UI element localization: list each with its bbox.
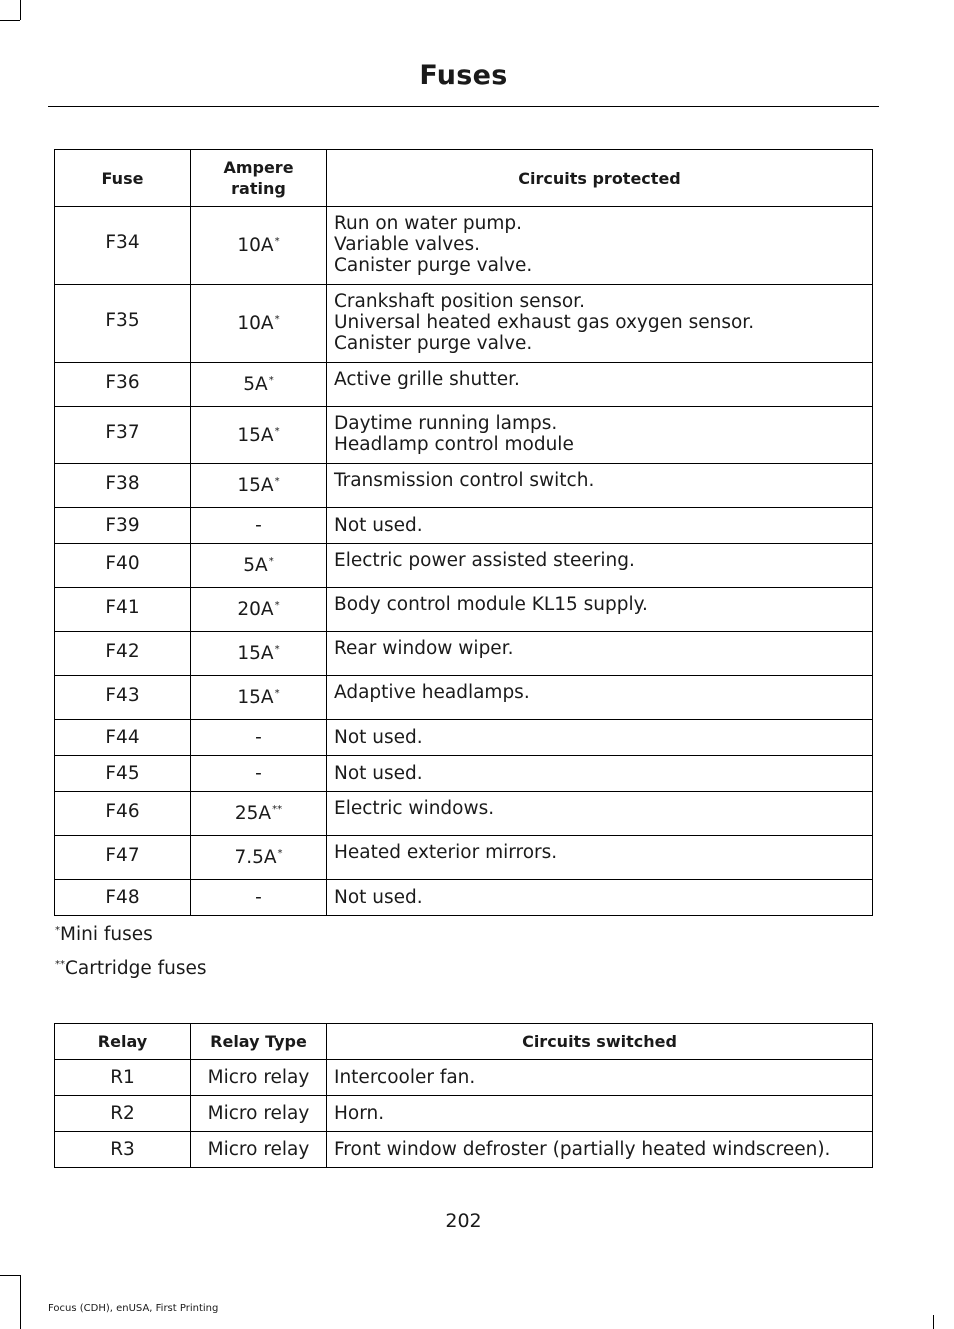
fuse-id: F36 <box>55 363 191 407</box>
circuit-line: Transmission control switch. <box>334 470 595 491</box>
circuit-line: Canister purge valve. <box>334 255 533 276</box>
circuit-line: Not used. <box>334 887 423 908</box>
ampere-value: 10A <box>237 313 274 334</box>
footnote-text: Cartridge fuses <box>65 958 207 979</box>
fuse-id: F38 <box>55 464 191 508</box>
fuse-id: F37 <box>55 407 191 464</box>
fuse-id: F34 <box>55 207 191 285</box>
circuit-line: Run on water pump. <box>334 213 522 234</box>
circuits-protected <box>327 836 873 880</box>
header-ampere-rating: Ampere rating <box>191 150 327 207</box>
circuit-line: Not used. <box>334 515 423 536</box>
page-number: 202 <box>445 1210 482 1232</box>
page-title: Fuses <box>419 60 508 91</box>
print-info: Focus (CDH), enUSA, First Printing <box>48 1303 219 1314</box>
table-row <box>55 207 873 285</box>
fuse-id: F44 <box>55 720 191 756</box>
footnote-mark: * <box>274 600 280 611</box>
circuits-protected <box>327 632 873 676</box>
footnote-mark: ** <box>272 804 283 815</box>
ampere-value: - <box>255 887 262 908</box>
header-relay-type: Relay Type <box>191 1024 327 1060</box>
circuit-line: Universal heated exhaust gas oxygen sensor. <box>334 312 755 333</box>
fuse-id: F45 <box>55 756 191 792</box>
fuse-id: F46 <box>55 792 191 836</box>
ampere-value: 15A <box>237 687 274 708</box>
table-row <box>55 756 873 792</box>
circuit-line: Body control module KL15 supply. <box>334 594 648 615</box>
circuits-protected <box>327 588 873 632</box>
fuse-id: F47 <box>55 836 191 880</box>
footnote-mark: * <box>274 236 280 247</box>
circuit-line: Adaptive headlamps. <box>334 682 530 703</box>
footnote-mini-fuses <box>54 924 153 945</box>
relay-id: R2 <box>55 1096 191 1132</box>
fuse-id: F43 <box>55 676 191 720</box>
footnote-mark: * <box>274 425 280 437</box>
ampere-rating <box>191 407 327 464</box>
circuit-line: Daytime running lamps. <box>334 413 558 434</box>
circuits-switched: Front window defroster (partially heated windscreen). <box>327 1132 873 1168</box>
circuit-line: Not used. <box>334 763 423 784</box>
table-row <box>55 1096 873 1132</box>
circuits-switched: Horn. <box>327 1096 873 1132</box>
circuit-line: Electric power assisted steering. <box>334 550 635 571</box>
ampere-rating <box>191 880 327 916</box>
table-row <box>55 588 873 632</box>
table-row <box>55 1132 873 1168</box>
ampere-rating <box>191 720 327 756</box>
circuits-protected <box>327 756 873 792</box>
crop-mark <box>20 0 21 20</box>
footnote-mark: * <box>268 556 274 567</box>
relay-id: R1 <box>55 1060 191 1096</box>
circuits-protected <box>327 792 873 836</box>
fuse-id: F35 <box>55 285 191 363</box>
ampere-value: 5A <box>243 555 268 576</box>
ampere-rating <box>191 464 327 508</box>
circuit-line: Headlamp control module <box>334 434 574 455</box>
crop-mark <box>0 20 20 21</box>
header-fuse: Fuse <box>55 150 191 207</box>
relay-table <box>54 1023 873 1168</box>
circuits-protected <box>327 363 873 407</box>
crop-mark <box>20 1275 21 1329</box>
relay-id: R3 <box>55 1132 191 1168</box>
fuse-id: F48 <box>55 880 191 916</box>
table-row <box>55 676 873 720</box>
footnote-mark: * <box>274 688 280 699</box>
relay-table-body <box>55 1060 873 1168</box>
footnote-mark: * <box>274 476 280 487</box>
ampere-value: 7.5A <box>234 847 277 868</box>
footnote-mark: * <box>274 314 280 325</box>
ampere-value: 5A <box>243 374 268 395</box>
footnote-mark: * <box>55 925 60 936</box>
ampere-value: - <box>255 727 262 748</box>
circuit-line: Canister purge valve. <box>334 333 533 354</box>
relay-type: Micro relay <box>191 1096 327 1132</box>
header-circuits-protected: Circuits protected <box>327 150 873 207</box>
crop-mark <box>0 1275 20 1276</box>
table-row <box>55 464 873 508</box>
ampere-rating <box>191 544 327 588</box>
title-divider <box>48 106 879 107</box>
ampere-value: 15A <box>237 424 274 446</box>
table-row <box>55 880 873 916</box>
circuits-protected <box>327 880 873 916</box>
footnote-cartridge-fuses <box>54 958 207 979</box>
circuit-line: Active grille shutter. <box>334 369 520 390</box>
fuse-id: F40 <box>55 544 191 588</box>
ampere-rating <box>191 836 327 880</box>
circuit-line: Rear window wiper. <box>334 638 514 659</box>
header-relay: Relay <box>55 1024 191 1060</box>
table-row <box>55 632 873 676</box>
table-row <box>55 544 873 588</box>
ampere-value: - <box>255 763 262 784</box>
circuit-line: Not used. <box>334 727 423 748</box>
table-row <box>55 508 873 544</box>
fuse-id: F42 <box>55 632 191 676</box>
footnote-mark: * <box>268 375 274 386</box>
circuits-switched: Intercooler fan. <box>327 1060 873 1096</box>
fuse-id: F41 <box>55 588 191 632</box>
table-row <box>55 720 873 756</box>
footnote-mark: * <box>274 644 280 655</box>
ampere-value: 10A <box>237 235 274 256</box>
relay-type: Micro relay <box>191 1060 327 1096</box>
ampere-value: 15A <box>237 475 274 496</box>
circuit-line: Variable valves. <box>334 234 481 255</box>
ampere-value: 15A <box>237 643 274 664</box>
table-row <box>55 363 873 407</box>
ampere-rating <box>191 756 327 792</box>
fuse-id: F39 <box>55 508 191 544</box>
header-circuits-switched: Circuits switched <box>327 1024 873 1060</box>
circuits-protected <box>327 676 873 720</box>
ampere-rating <box>191 632 327 676</box>
footnote-mark: * <box>277 848 283 859</box>
table-row <box>55 836 873 880</box>
ampere-rating <box>191 285 327 363</box>
relay-type: Micro relay <box>191 1132 327 1168</box>
circuit-line: Electric windows. <box>334 798 495 819</box>
fuse-table <box>54 149 873 916</box>
ampere-value: 25A <box>234 803 272 824</box>
circuit-line: Heated exterior mirrors. <box>334 842 558 863</box>
crop-mark <box>933 1315 934 1329</box>
circuits-protected <box>327 207 873 285</box>
ampere-value: - <box>255 515 262 536</box>
circuits-protected <box>327 508 873 544</box>
ampere-value: 20A <box>237 599 274 620</box>
circuits-protected <box>327 407 873 464</box>
circuits-protected <box>327 720 873 756</box>
circuits-protected <box>327 544 873 588</box>
ampere-rating <box>191 207 327 285</box>
ampere-rating <box>191 792 327 836</box>
fuse-table-body <box>55 207 873 916</box>
ampere-rating <box>191 676 327 720</box>
table-row <box>55 285 873 363</box>
ampere-rating <box>191 363 327 407</box>
circuits-protected <box>327 285 873 363</box>
footnote-text: Mini fuses <box>60 924 153 945</box>
circuit-line: Crankshaft position sensor. <box>334 291 585 312</box>
ampere-rating <box>191 588 327 632</box>
circuits-protected <box>327 464 873 508</box>
table-row <box>55 792 873 836</box>
footnote-mark: ** <box>55 959 65 970</box>
table-row <box>55 407 873 464</box>
ampere-rating <box>191 508 327 544</box>
table-row <box>55 1060 873 1096</box>
